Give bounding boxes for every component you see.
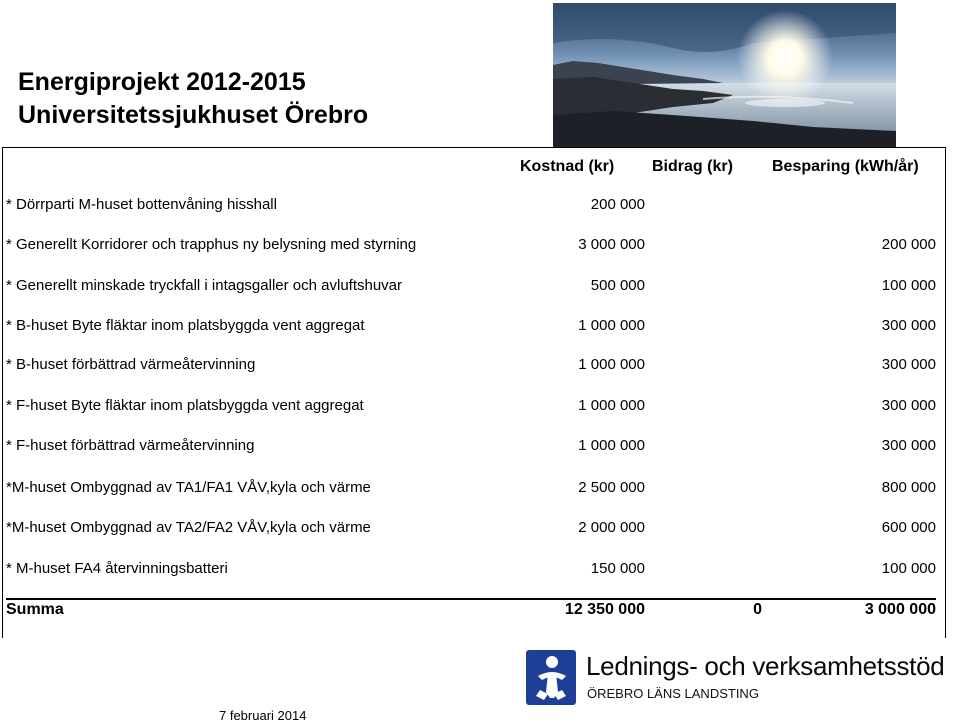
row-saving: 300 000 <box>881 397 936 414</box>
header-bidrag: Bidrag (kr) <box>652 158 733 175</box>
title-line-2: Universitetssjukhuset Örebro <box>18 101 369 129</box>
table-row <box>6 236 936 260</box>
row-label: * B-huset förbättrad värmeåtervinning <box>6 356 256 373</box>
header-saving: Besparing (kWh/år) <box>772 158 919 175</box>
table-row <box>6 356 936 380</box>
row-label: * F-huset förbättrad värmeåtervinning <box>6 437 255 454</box>
row-cost: 1 000 000 <box>578 437 645 454</box>
row-saving: 600 000 <box>881 519 936 536</box>
row-saving: 100 000 <box>881 560 936 577</box>
table-row <box>6 560 936 584</box>
row-cost: 200 000 <box>590 196 645 213</box>
table-row <box>6 397 936 421</box>
row-cost: 3 000 000 <box>578 236 645 253</box>
row-cost: 2 500 000 <box>578 479 645 496</box>
row-label: *M-huset Ombyggnad av TA1/FA1 VÅV,kyla och värme <box>6 479 371 496</box>
row-saving: 200 000 <box>881 236 936 253</box>
row-label: * Dörrparti M-huset bottenvåning hisshall <box>6 196 277 213</box>
header-photo <box>553 3 896 147</box>
row-label: * F-huset Byte fläktar inom platsbyggda vent aggregat <box>6 397 364 414</box>
row-saving: 300 000 <box>881 317 936 334</box>
row-cost: 150 000 <box>590 560 645 577</box>
table-row <box>6 196 936 220</box>
row-label: * Generellt minskade tryckfall i intagsgaller och avluftshuvar <box>6 277 403 294</box>
summary-bidrag: 0 <box>753 601 762 618</box>
row-cost: 500 000 <box>590 277 645 294</box>
summary-saving: 3 000 000 <box>864 601 936 618</box>
row-label: *M-huset Ombyggnad av TA2/FA2 VÅV,kyla och värme <box>6 519 371 536</box>
summary-divider <box>6 598 936 600</box>
summary-label: Summa <box>6 601 64 618</box>
row-saving: 300 000 <box>881 356 936 373</box>
row-saving: 800 000 <box>881 479 936 496</box>
header-cost: Kostnad (kr) <box>520 158 615 175</box>
landsting-logo-icon <box>526 650 576 705</box>
footer-date: 7 februari 2014 <box>219 708 307 723</box>
row-cost: 1 000 000 <box>578 356 645 373</box>
table-row <box>6 519 936 543</box>
row-label: * M-huset FA4 återvinningsbatteri <box>6 560 228 577</box>
table-row <box>6 437 936 461</box>
page-title <box>18 66 368 132</box>
row-cost: 1 000 000 <box>578 317 645 334</box>
table-row <box>6 479 936 503</box>
summary-cost: 12 350 000 <box>564 601 645 618</box>
table-row <box>6 317 936 341</box>
summary-row <box>6 601 936 625</box>
row-label: * B-huset Byte fläktar inom platsbyggda vent aggregat <box>6 317 365 334</box>
table-row <box>6 277 936 301</box>
row-cost: 1 000 000 <box>578 397 645 414</box>
org-name: Lednings- och verksamhetsstöd <box>586 651 945 681</box>
row-label: * Generellt Korridorer och trapphus ny belysning med styrning <box>6 236 417 253</box>
row-saving: 300 000 <box>881 437 936 454</box>
row-saving: 100 000 <box>881 277 936 294</box>
org-subtitle: ÖREBRO LÄNS LANDSTING <box>587 686 759 701</box>
row-cost: 2 000 000 <box>578 519 645 536</box>
title-line-1: Energiprojekt 2012-2015 <box>18 68 306 96</box>
sunset-photo-image <box>553 3 896 147</box>
